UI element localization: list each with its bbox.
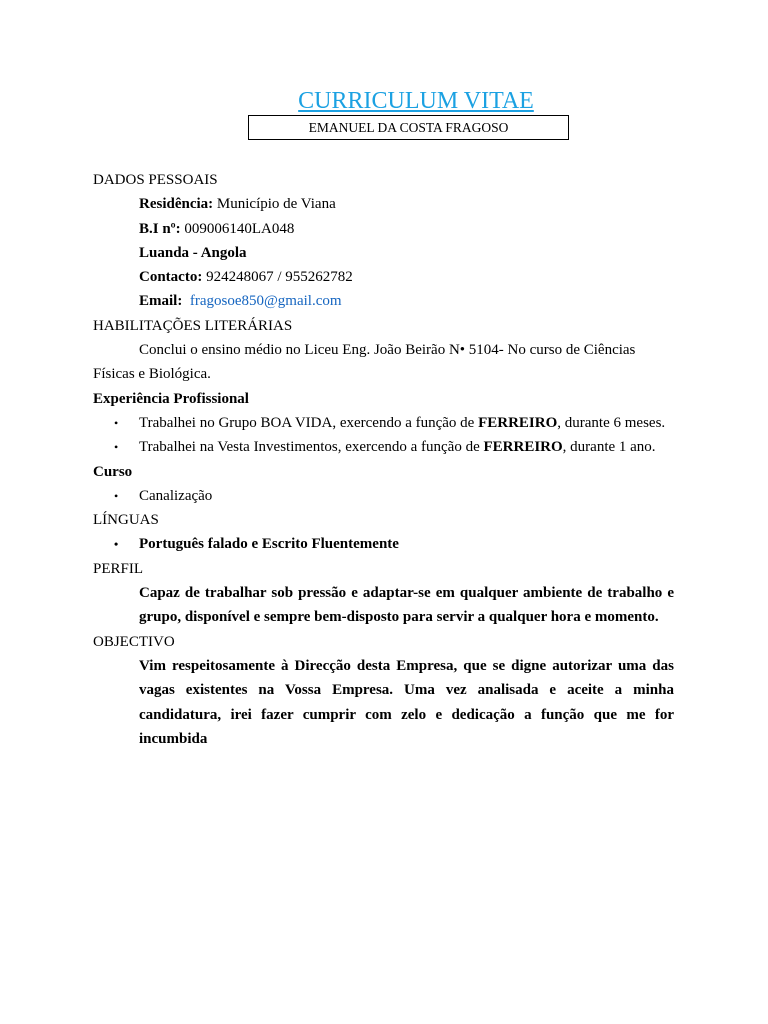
bi-line — [93, 217, 674, 241]
curso-list — [93, 484, 674, 508]
objectivo-text: Vim respeitosamente à Direcção desta Empresa, que se digne autorizar uma das vagas existentes na Vossa Empresa. Uma vez analisada e aceite a minha candidatura, irei fazer cumprir com zelo e dedicação a função que me for incumbida — [139, 657, 674, 747]
lingua-item — [93, 532, 674, 556]
section-heading-curso: Curso — [93, 463, 133, 480]
section-heading-linguas: LÍNGUAS — [93, 512, 159, 529]
email-line — [93, 289, 674, 313]
bullet-icon: • — [114, 488, 119, 503]
document-body — [93, 168, 674, 751]
experiencia-item-duration: , durante 1 ano. — [562, 439, 656, 456]
section-heading-dados-pessoais: DADOS PESSOAIS — [93, 172, 218, 188]
habilitacoes-text: Conclui o ensino médio no Liceu Eng. João Beirão N• 5104- No curso de Ciências Físicas e Biológica. — [93, 342, 636, 383]
bi-label: B.I nº: — [139, 220, 181, 237]
bullet-icon: • — [114, 537, 119, 552]
contacto-line — [93, 265, 674, 289]
experiencia-item-role: FERREIRO — [483, 439, 563, 456]
experiencia-item-text: Trabalhei na Vesta Investimentos, exercendo a função de — [139, 439, 484, 456]
section-heading-habilitacoes: HABILITAÇÕES LITERÁRIAS — [93, 317, 293, 334]
experiencia-item — [93, 411, 674, 435]
document-title: CURRICULUM VITAE — [298, 88, 534, 114]
experiencia-item-duration: , durante 6 meses. — [557, 414, 666, 431]
lingua-item-text: Português falado e Escrito Fluentemente — [139, 536, 399, 553]
section-heading-objectivo: OBJECTIVO — [93, 633, 175, 650]
bi-value: 009006140LA048 — [180, 220, 295, 237]
cidade-line: Luanda - Angola — [139, 244, 247, 261]
bullet-icon: • — [114, 415, 119, 430]
linguas-list — [93, 532, 674, 556]
bullet-icon: • — [114, 440, 119, 455]
email-label: Email: — [139, 293, 183, 310]
contacto-label: Contacto: — [139, 269, 203, 286]
experiencia-item-role: FERREIRO — [478, 414, 558, 431]
experiencia-item-text: Trabalhei no Grupo BOA VIDA, exercendo a função de — [139, 414, 479, 431]
perfil-text: Capaz de trabalhar sob pressão e adaptar-se em qualquer ambiente de trabalho e grupo, disponível e sempre bem-disposto para servir a qualquer hora e momento. — [139, 585, 674, 626]
section-heading-perfil: PERFIL — [93, 560, 144, 577]
email-link[interactable]: fragosoe850@gmail.com — [189, 293, 342, 310]
contacto-value: 924248067 / 955262782 — [202, 269, 353, 286]
residencia-line — [93, 192, 674, 216]
residencia-label: Residência: — [139, 196, 214, 213]
candidate-name-box: EMANUEL DA COSTA FRAGOSO — [248, 115, 569, 140]
experiencia-list — [93, 411, 674, 460]
experiencia-item — [93, 435, 674, 459]
curso-item — [93, 484, 674, 508]
curso-item-text: Canalização — [139, 487, 213, 504]
section-heading-experiencia: Experiência Profissional — [93, 390, 249, 407]
residencia-value: Município de Viana — [213, 196, 336, 213]
